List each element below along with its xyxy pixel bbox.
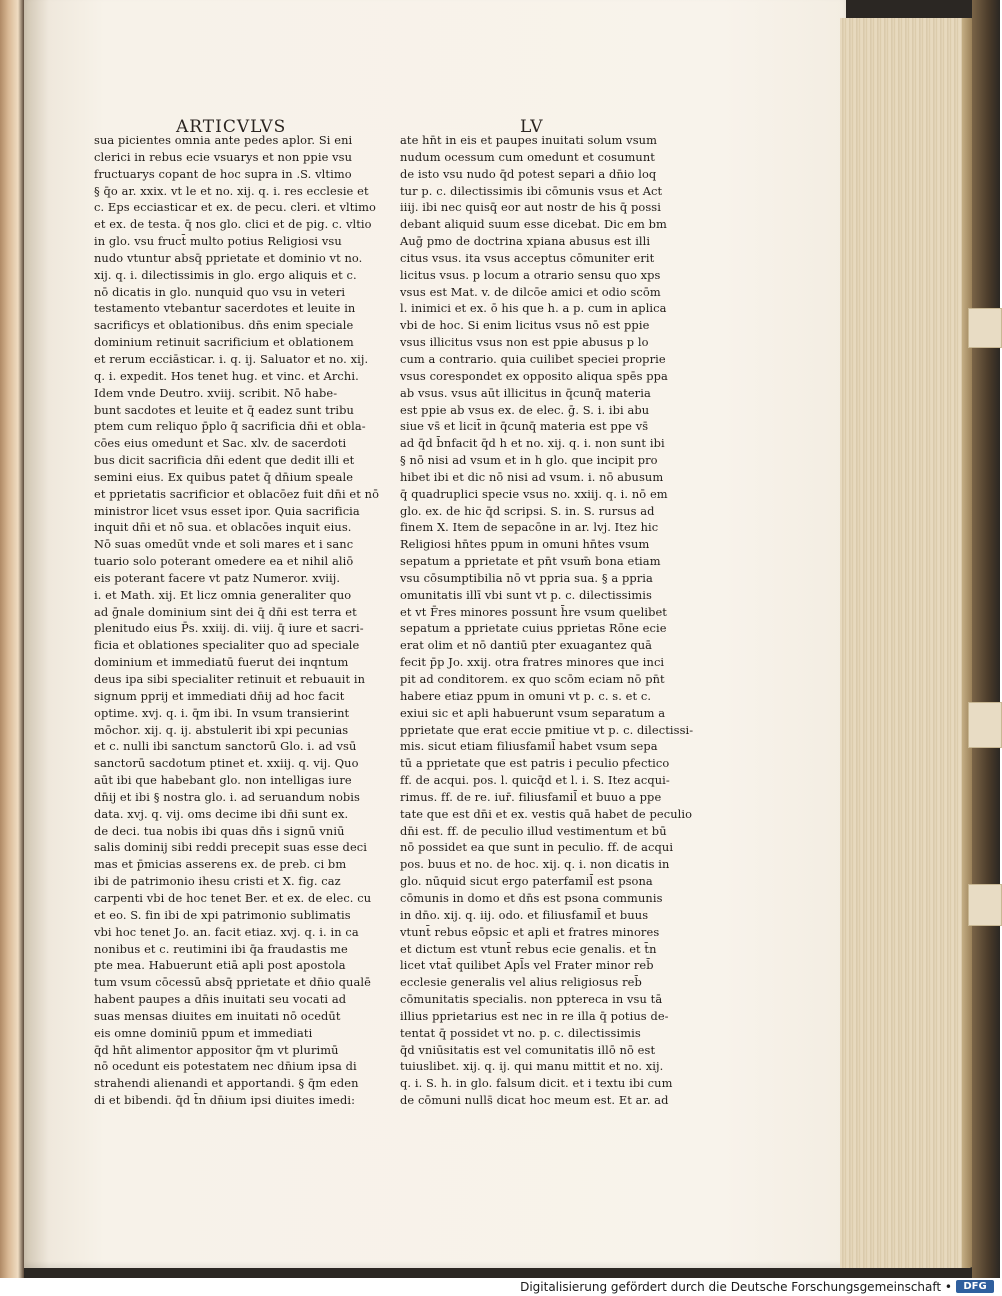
- text-line: glo. ex. de hic q̄d scripsi. S. in. S. rursus ad: [400, 503, 655, 518]
- text-line: habent paupes a dn̄is inuitati seu vocati ad: [94, 992, 347, 1007]
- text-line: finem X. Item de sepacōne in ar. lvj. Itez hic: [400, 520, 659, 535]
- text-line: vtunt̄ rebus eōpsic et apli et fratres minores: [400, 924, 660, 939]
- text-line: tate que est dn̄i et ex. vestis quā habet de peculio: [400, 806, 693, 821]
- text-line: illius pprietarius est nec in re illa q̄ potius de-: [400, 1008, 669, 1023]
- text-line: et pprietatis sacrificior et oblacōez fuit dn̄i et nō: [94, 486, 380, 501]
- text-line: ecclesie generalis vel alius religiosus reb̄: [400, 975, 642, 990]
- text-line: sepatum a pprietate et pn̄t vsum̄ bona etiam: [400, 554, 661, 569]
- text-line: dominium et immediatū fuerut dei inqntum: [94, 655, 349, 670]
- text-line: licet vtat̄ quilibet Apl̄s vel Frater minor reb̄: [400, 958, 654, 973]
- text-line: inquit dn̄i et nō sua. et oblacōes inquit eius.: [94, 520, 352, 535]
- text-line: dn̄ij et ibi § nostra glo. i. ad seruandum nobis: [94, 789, 360, 804]
- text-line: de isto vsu nudo q̄d potest separi a dn̄io loq: [400, 166, 657, 181]
- text-line: salis dominij sibi reddi precepit suas esse deci: [94, 840, 368, 855]
- text-line: ficia et oblationes specialiter quo ad speciale: [94, 638, 360, 653]
- text-line: nudo vtuntur absq̄ pprietate et dominio vt no.: [94, 250, 363, 265]
- page-stack-edges: [840, 18, 976, 1268]
- text-line: q̄d hn̄t alimentor appositor q̄m vt plurimū: [94, 1042, 339, 1057]
- text-line: tur p. c. dilectissimis ibi cōmunis vsus et Act: [400, 183, 663, 198]
- dfg-logo-icon: DFG: [956, 1280, 994, 1293]
- text-line: q̄ quadruplici specie vsus no. xxiij. q. i. nō em: [400, 486, 668, 501]
- text-line: mas et p̄micias asserens ex. de preb. ci bm: [94, 857, 347, 872]
- text-line: dn̄i est. ff. de peculio illud vestimentum et bū: [400, 823, 667, 838]
- text-line: Nō suas omedūt vnde et soli mares et i sanc: [94, 537, 354, 552]
- text-line: tuario solo poterant omedere ea et nihil aliō: [94, 554, 354, 569]
- text-line: de deci. tua nobis ibi quas dn̄s i signū vniū: [94, 823, 345, 838]
- text-line: habere etiaz ppum in omuni vt p. c. s. et c.: [400, 688, 652, 703]
- text-line: cōmunis in domo et dn̄s est psona communis: [400, 890, 663, 905]
- text-line: fecit p̄p Jo. xxij. otra fratres minores que inci: [400, 655, 665, 670]
- text-line: vbi hoc tenet Jo. an. facit etiaz. xvj. q. i. in ca: [94, 924, 359, 939]
- text-line: mōchor. xij. q. ij. abstulerit ibi xpi pecunias: [94, 722, 349, 737]
- text-line: dominium retinuit sacrificium et oblationem: [94, 335, 354, 350]
- text-line: pte mea. Habuerunt etiā apli post apostola: [94, 958, 346, 973]
- text-line: vsus illicitus vsus non est ppie abusus p lo: [400, 335, 649, 350]
- binding-edge: [972, 0, 1000, 1278]
- text-line: fructuarys copant de hoc supra in .S. vltimo: [94, 166, 352, 181]
- text-line: ptem cum reliquo p̄plo q̄ sacrificia dn̄i et obla-: [94, 419, 366, 434]
- text-line: vsus est Mat. v. de dilcōe amici et odio scōm: [400, 284, 661, 299]
- text-line: et ex. de testa. q̄ nos glo. clici et de pig. c. vltio: [94, 217, 372, 232]
- text-line: aūt ibi que habebant glo. non intelligas iure: [94, 773, 352, 788]
- text-line: hibet ibi et dic nō nisi ad vsum. i. nō abusum: [400, 469, 664, 484]
- text-line: licitus vsus. p locum a otrario sensu quo xps: [400, 267, 661, 282]
- paper-slip-marker: [968, 702, 1002, 748]
- text-line: c. Eps ecciasticar et ex. de pecu. cleri. et vltimo: [94, 200, 377, 215]
- text-line: ad ḡnale dominium sint dei q̄ dn̄i est terra et: [94, 604, 357, 619]
- text-line: et dictum est vtunt̄ rebus ecie genalis. et t̄n: [400, 941, 657, 956]
- text-line: cum a contrario. quia cuilibet speciei proprie: [400, 351, 666, 366]
- text-line: deus ipa sibi specialiter retinuit et rebuauit in: [94, 672, 366, 686]
- text-line: tuiuslibet. xij. q. ij. qui manu mittit et no. xij.: [400, 1059, 664, 1074]
- text-line: et c. nulli ibi sanctum sanctorū Glo. i. ad vsū: [94, 739, 357, 754]
- text-line: sepatum a pprietate cuius pprietas Rōne ecie: [400, 621, 667, 636]
- text-line: nō ocedunt eis potestatem nec dn̄ium ipsa di: [94, 1059, 357, 1074]
- text-line: vbi de hoc. Si enim licitus vsus nō est ppie: [400, 318, 650, 333]
- text-line: sanctorū sacdotum ptinet et. xxiij. q. vij. Quo: [94, 756, 359, 771]
- text-line: ab vsus. vsus aūt illicitus in q̄cunq̄ materia: [400, 385, 651, 400]
- text-line: l. inimici et ex. ō his que h. a p. cum in aplica: [400, 301, 667, 316]
- text-line: rimus. ff. de re. iur̄. filiusfamil̄ et buuo a ppe: [400, 789, 662, 804]
- text-line: vsu cōsumptibilia nō vt ppria sua. § a ppria: [400, 570, 653, 585]
- text-line: sua picientes omnia ante pedes aplor. Si eni: [94, 133, 353, 147]
- text-line: tentat q̄ possidet vt no. p. c. dilectissimis: [400, 1025, 641, 1040]
- text-line: clerici in rebus ecie vsuarys et non ppie vsu: [94, 149, 353, 164]
- text-line: cōes eius omedunt et Sac. xlv. de sacerdoti: [94, 436, 347, 451]
- text-line: ministror licet vsus esset ipor. Quia sacrificia: [94, 503, 360, 518]
- text-line: citus vsus. ita vsus acceptus cōmuniter erit: [400, 250, 655, 265]
- text-line: Idem vnde Deutro. xviij. scribit. Nō habe-: [94, 385, 338, 400]
- text-line: ff. de acqui. pos. l. quicq̄d et l. i. S. Itez acqui-: [400, 773, 670, 788]
- text-line: plenitudo eius P̄s. xxiij. di. viij. q̄ iure et sacri-: [94, 621, 364, 636]
- text-line: nō possidet ea que sunt in peculio. ff. de acqui: [400, 840, 674, 855]
- text-line: tū a pprietate que est patris i peculio pfectico: [400, 756, 670, 771]
- text-line: bus dicit sacrificia dn̄i edent que dedit illi et: [94, 453, 355, 468]
- text-line: tum vsum cōcessū absq̄ pprietate et dn̄io qualē: [94, 975, 371, 990]
- text-line: § nō nisi ad vsum et in h glo. que incipit pro: [400, 453, 658, 468]
- text-line: nō dicatis in glo. nunquid quo vsu in veteri: [94, 284, 346, 299]
- text-line: nudum ocessum cum omedunt et cosumunt: [400, 149, 655, 164]
- text-line: pos. buus et no. de hoc. xij. q. i. non dicatis in: [400, 857, 670, 872]
- text-line: ibi de patrimonio ihesu cristi et X. fig. caz: [94, 874, 341, 889]
- paper-slip-marker: [968, 308, 1002, 348]
- text-column-right: [400, 132, 694, 1109]
- text-line: nonibus et c. reutimini ibi q̄a fraudastis me: [94, 941, 348, 956]
- footer-bar: [0, 1278, 1000, 1296]
- text-line: signum pprij et immediati dn̄ij ad hoc facit: [94, 688, 345, 703]
- text-line: cōmunitatis specialis. non pptereca in vsu tā: [400, 992, 663, 1007]
- text-line: q. i. S. h. in glo. falsum dicit. et i textu ibi cum: [400, 1076, 673, 1091]
- text-column-left: [94, 132, 380, 1109]
- text-line: xij. q. i. dilectissimis in glo. ergo aliquis et c.: [94, 267, 357, 282]
- text-line: de cōmuni nulls̄ dicat hoc meum est. Et ar. ad: [400, 1093, 669, 1108]
- funding-credit: Digitalisierung gefördert durch die Deutsche Forschungsgemeinschaft •: [520, 1280, 952, 1294]
- text-line: semini eius. Ex quibus patet q̄ dn̄ium speale: [94, 469, 354, 484]
- text-line: omunitatis illī vbi sunt vt p. c. dilectissimis: [400, 587, 652, 602]
- text-line: ad q̄d b̄nfacit q̄d h et no. xij. q. i. non sunt ibi: [400, 436, 665, 451]
- text-line: carpenti vbi de hoc tenet Ber. et ex. de elec. cu: [94, 890, 372, 905]
- text-line: Religiosi hn̄tes ppum in omuni hn̄tes vsum: [400, 537, 650, 552]
- text-line: suas mensas diuites em inuitati nō ocedūt: [94, 1008, 341, 1023]
- text-line: bunt sacdotes et leuite et q̄ eadez sunt tribu: [94, 402, 354, 417]
- text-line: sacrificys et oblationibus. dn̄s enim speciale: [94, 318, 354, 333]
- text-line: et rerum ecciāsticar. i. q. ij. Saluator et no. xij.: [94, 351, 369, 366]
- text-line: exiui sic et apli habuerunt vsum separatum a: [400, 705, 666, 720]
- text-line: pprietate que erat eccie pmitiue vt p. c. dilectissi-: [400, 722, 694, 737]
- text-line: eis omne dominiū ppum et immediati: [94, 1025, 313, 1040]
- text-line: in glo. vsu fruct̄ multo potius Religiosi vsu: [94, 234, 342, 249]
- text-line: data. xvj. q. vij. oms decime ibi dn̄i sunt ex.: [94, 806, 349, 821]
- text-line: pit ad conditorem. ex quo scōm eciam nō pn̄t: [400, 672, 665, 686]
- paper-slip-marker: [968, 884, 1002, 926]
- text-line: iiij. ibi nec quisq̄ eor aut nostr de his q̄ possi: [400, 200, 661, 215]
- text-line: glo. nūquid sicut ergo paterfamil̄ est psona: [400, 874, 653, 889]
- text-line: in dn̄o. xij. q. iij. odo. et filiusfamil̄ et buus: [400, 907, 649, 922]
- text-line: i. et Math. xij. Et licz omnia generaliter quo: [94, 587, 352, 602]
- running-head-left: ARTICVLVS: [176, 117, 287, 137]
- text-line: et vt F̄res minores possunt h̄re vsum quelibet: [400, 604, 667, 619]
- running-head-right: LV: [520, 117, 544, 137]
- text-line: q. i. expedit. Hos tenet hug. et vinc. et Archi.: [94, 368, 359, 383]
- text-line: Auḡ pmo de doctrina xpiana abusus est illi: [400, 234, 651, 249]
- text-line: erat olim et nō dantiū pter exuagantez quā: [400, 638, 653, 653]
- text-line: vsus corespondet ex opposito aliqua spēs ppa: [400, 368, 668, 383]
- text-line: di et bibendi. q̄d t̄n dn̄ium ipsi diuites imedi:: [94, 1093, 356, 1108]
- left-page-edge: [0, 0, 24, 1278]
- text-line: testamento vtebantur sacerdotes et leuite in: [94, 301, 356, 316]
- text-line: mis. sicut etiam filiusfamil̄ habet vsum sepa: [400, 739, 658, 754]
- text-line: § q̄o ar. xxix. vt le et no. xij. q. i. res ecclesie et: [94, 183, 369, 198]
- text-line: q̄d vniūsitatis est vel comunitatis illō nō est: [400, 1042, 656, 1057]
- text-line: optime. xvj. q. i. q̄m ibi. In vsum transierint: [94, 705, 350, 720]
- text-line: siue vs̄ et licit̄ in q̄cunq̄ materia est ppe vs̄: [400, 419, 649, 434]
- text-line: est ppie ab vsus ex. de elec. ḡ. S. i. ibi abu: [400, 402, 650, 417]
- text-line: eis poterant facere vt patz Numeror. xviij.: [94, 570, 341, 585]
- text-line: debant aliquid suum esse dicebat. Dic em bm: [400, 217, 667, 232]
- text-line: et eo. S. fin ibi de xpi patrimonio sublimatis: [94, 907, 351, 922]
- text-line: strahendi alienandi et apportandi. § q̄m eden: [94, 1076, 359, 1091]
- text-line: ate hn̄t in eis et paupes inuitati solum vsum: [400, 133, 657, 147]
